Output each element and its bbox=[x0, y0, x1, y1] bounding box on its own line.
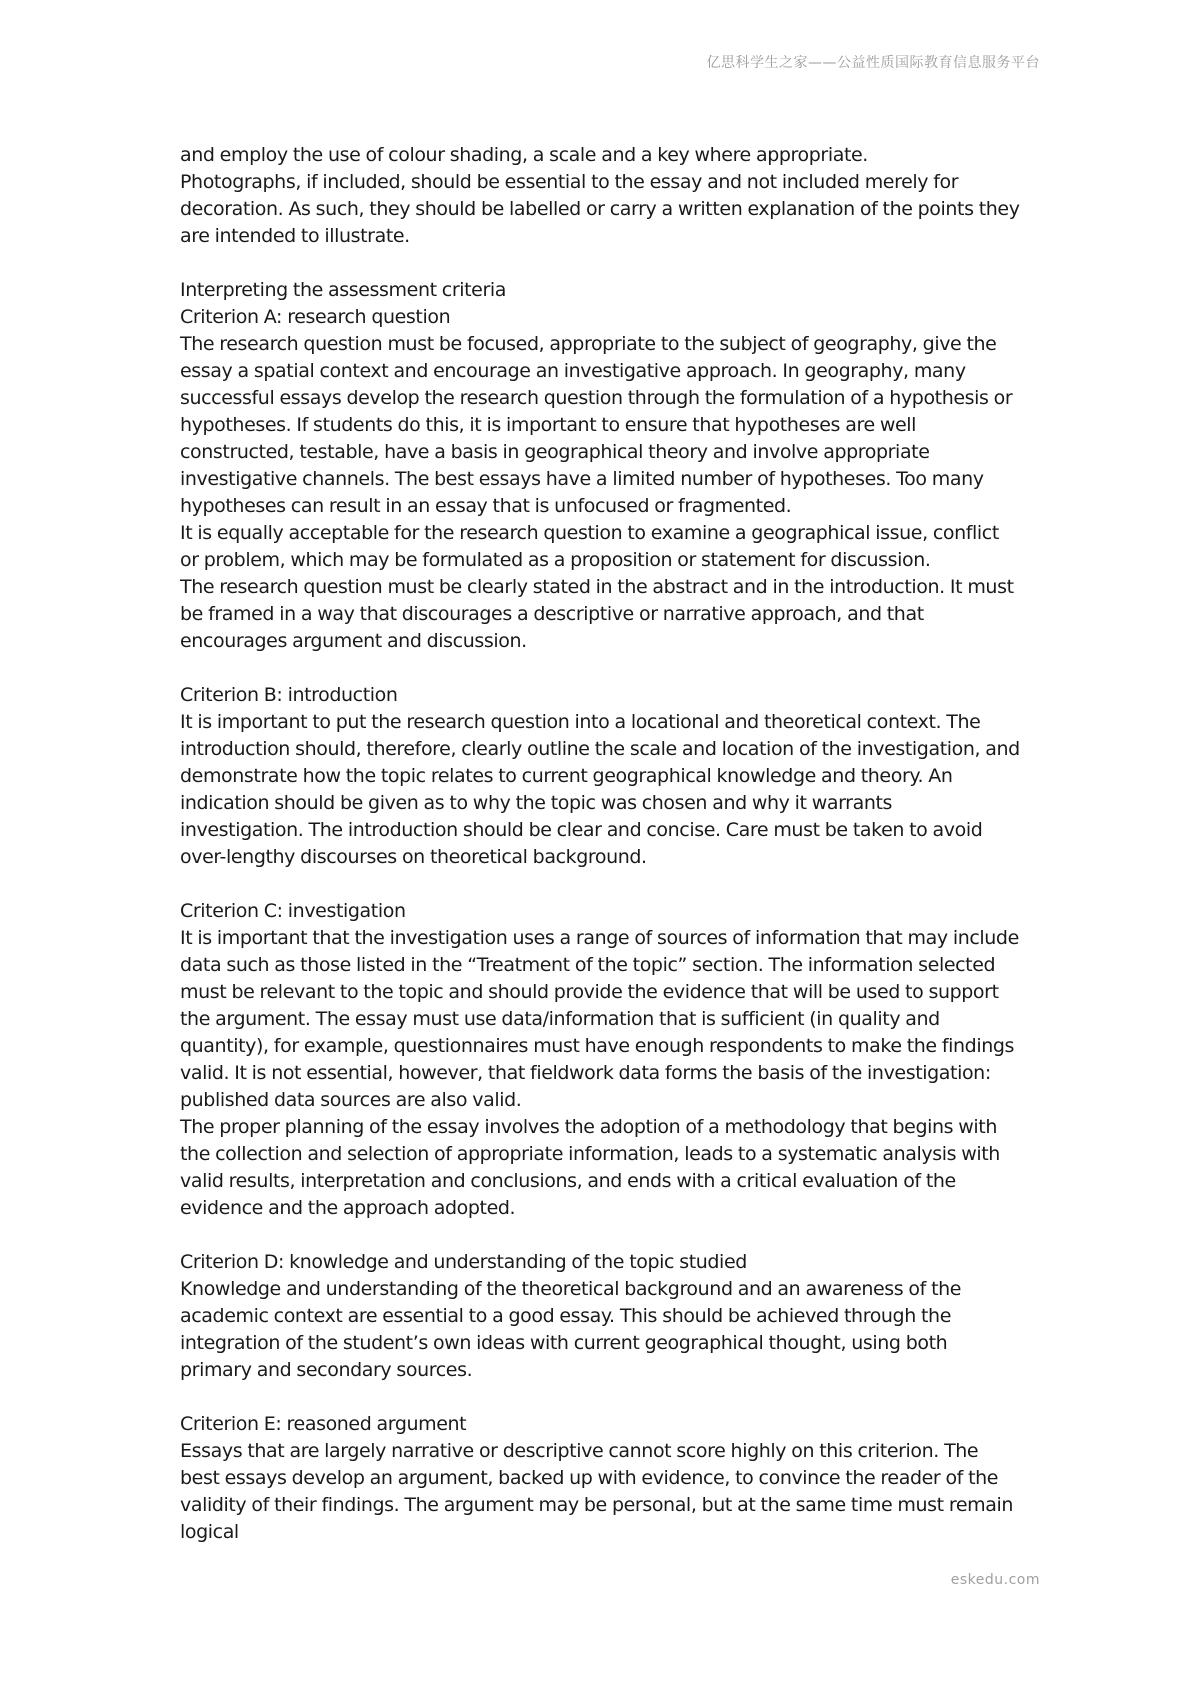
paragraph-gap bbox=[180, 1222, 1020, 1249]
paragraph: The proper planning of the essay involves the adoption of a methodology that begins with the collection and selection of appropriate information, leads to a systematic analysis with valid results, interpretation and conclusions, and ends with a critical evaluation of the evidence and the approach adopted. bbox=[180, 1116, 1000, 1219]
page-footer: eskedu.com bbox=[950, 1572, 1040, 1588]
paragraph: It is important to put the research question into a locational and theoretical context. The introduction should, therefore, clearly outline the scale and location of the investigation, and demonstrate how the topic relates to current geographical knowledge and theory. An indication should be given as to why the topic was chosen and why it warrants investigation. The introduction should be clear and concise. Care must be taken to avoid over-lengthy discourses on theoretical background. bbox=[180, 711, 1020, 868]
paragraph-gap bbox=[180, 871, 1020, 898]
document-body bbox=[180, 142, 1020, 1546]
criterion-a-heading: Criterion A: research question bbox=[180, 306, 451, 328]
paragraph-gap bbox=[180, 655, 1020, 682]
criterion-e-heading: Criterion E: reasoned argument bbox=[180, 1413, 467, 1435]
paragraph: and employ the use of colour shading, a scale and a key where appropriate. bbox=[180, 144, 868, 166]
criterion-b-heading: Criterion B: introduction bbox=[180, 684, 398, 706]
paragraph: Essays that are largely narrative or descriptive cannot score highly on this criterion. The best essays develop an argument, backed up with evidence, to convince the reader of the validity of their findings. The argument may be personal, but at the same time must remain logical bbox=[180, 1440, 1013, 1543]
paragraph: It is equally acceptable for the research question to examine a geographical issue, conflict or problem, which may be formulated as a proposition or statement for discussion. bbox=[180, 522, 999, 571]
criterion-d-heading: Criterion D: knowledge and understanding of the topic studied bbox=[180, 1251, 747, 1273]
page-header: 亿思科学生之家——公益性质国际教育信息服务平台 bbox=[706, 55, 1040, 71]
paragraph-gap bbox=[180, 1384, 1020, 1411]
paragraph: The research question must be focused, appropriate to the subject of geography, give the essay a spatial context and encourage an investigative approach. In geography, many successful essays develop the research question through the formulation of a hypothesis or hypotheses. If students do this, it is important to ensure that hypotheses are well constructed, testable, have a basis in geographical theory and involve appropriate investigative channels. The best essays have a limited number of hypotheses. Too many hypotheses can result in an essay that is unfocused or fragmented. bbox=[180, 333, 1013, 517]
paragraph: The research question must be clearly stated in the abstract and in the introduction. It must be framed in a way that discourages a descriptive or narrative approach, and that encourages argument and discussion. bbox=[180, 576, 1014, 652]
paragraph: Photographs, if included, should be essential to the essay and not included merely for decoration. As such, they should be labelled or carry a written explanation of the points they are intended to illustrate. bbox=[180, 171, 1020, 247]
criterion-c-heading: Criterion C: investigation bbox=[180, 900, 406, 922]
paragraph-gap bbox=[180, 250, 1020, 277]
paragraph: Knowledge and understanding of the theoretical background and an awareness of the academic context are essential to a good essay. This should be achieved through the integration of the student’s own ideas with current geographical thought, using both primary and secondary sources. bbox=[180, 1278, 962, 1381]
section-title: Interpreting the assessment criteria bbox=[180, 279, 506, 301]
paragraph: It is important that the investigation uses a range of sources of information that may include data such as those listed in the “Treatment of the topic” section. The information selected must be relevant to the topic and should provide the evidence that will be used to support the argument. The essay must use data/information that is sufficient (in quality and quantity), for example, questionnaires must have enough respondents to make the findings valid. It is not essential, however, that fieldwork data forms the basis of the investigation: published data sources are also valid. bbox=[180, 927, 1019, 1111]
